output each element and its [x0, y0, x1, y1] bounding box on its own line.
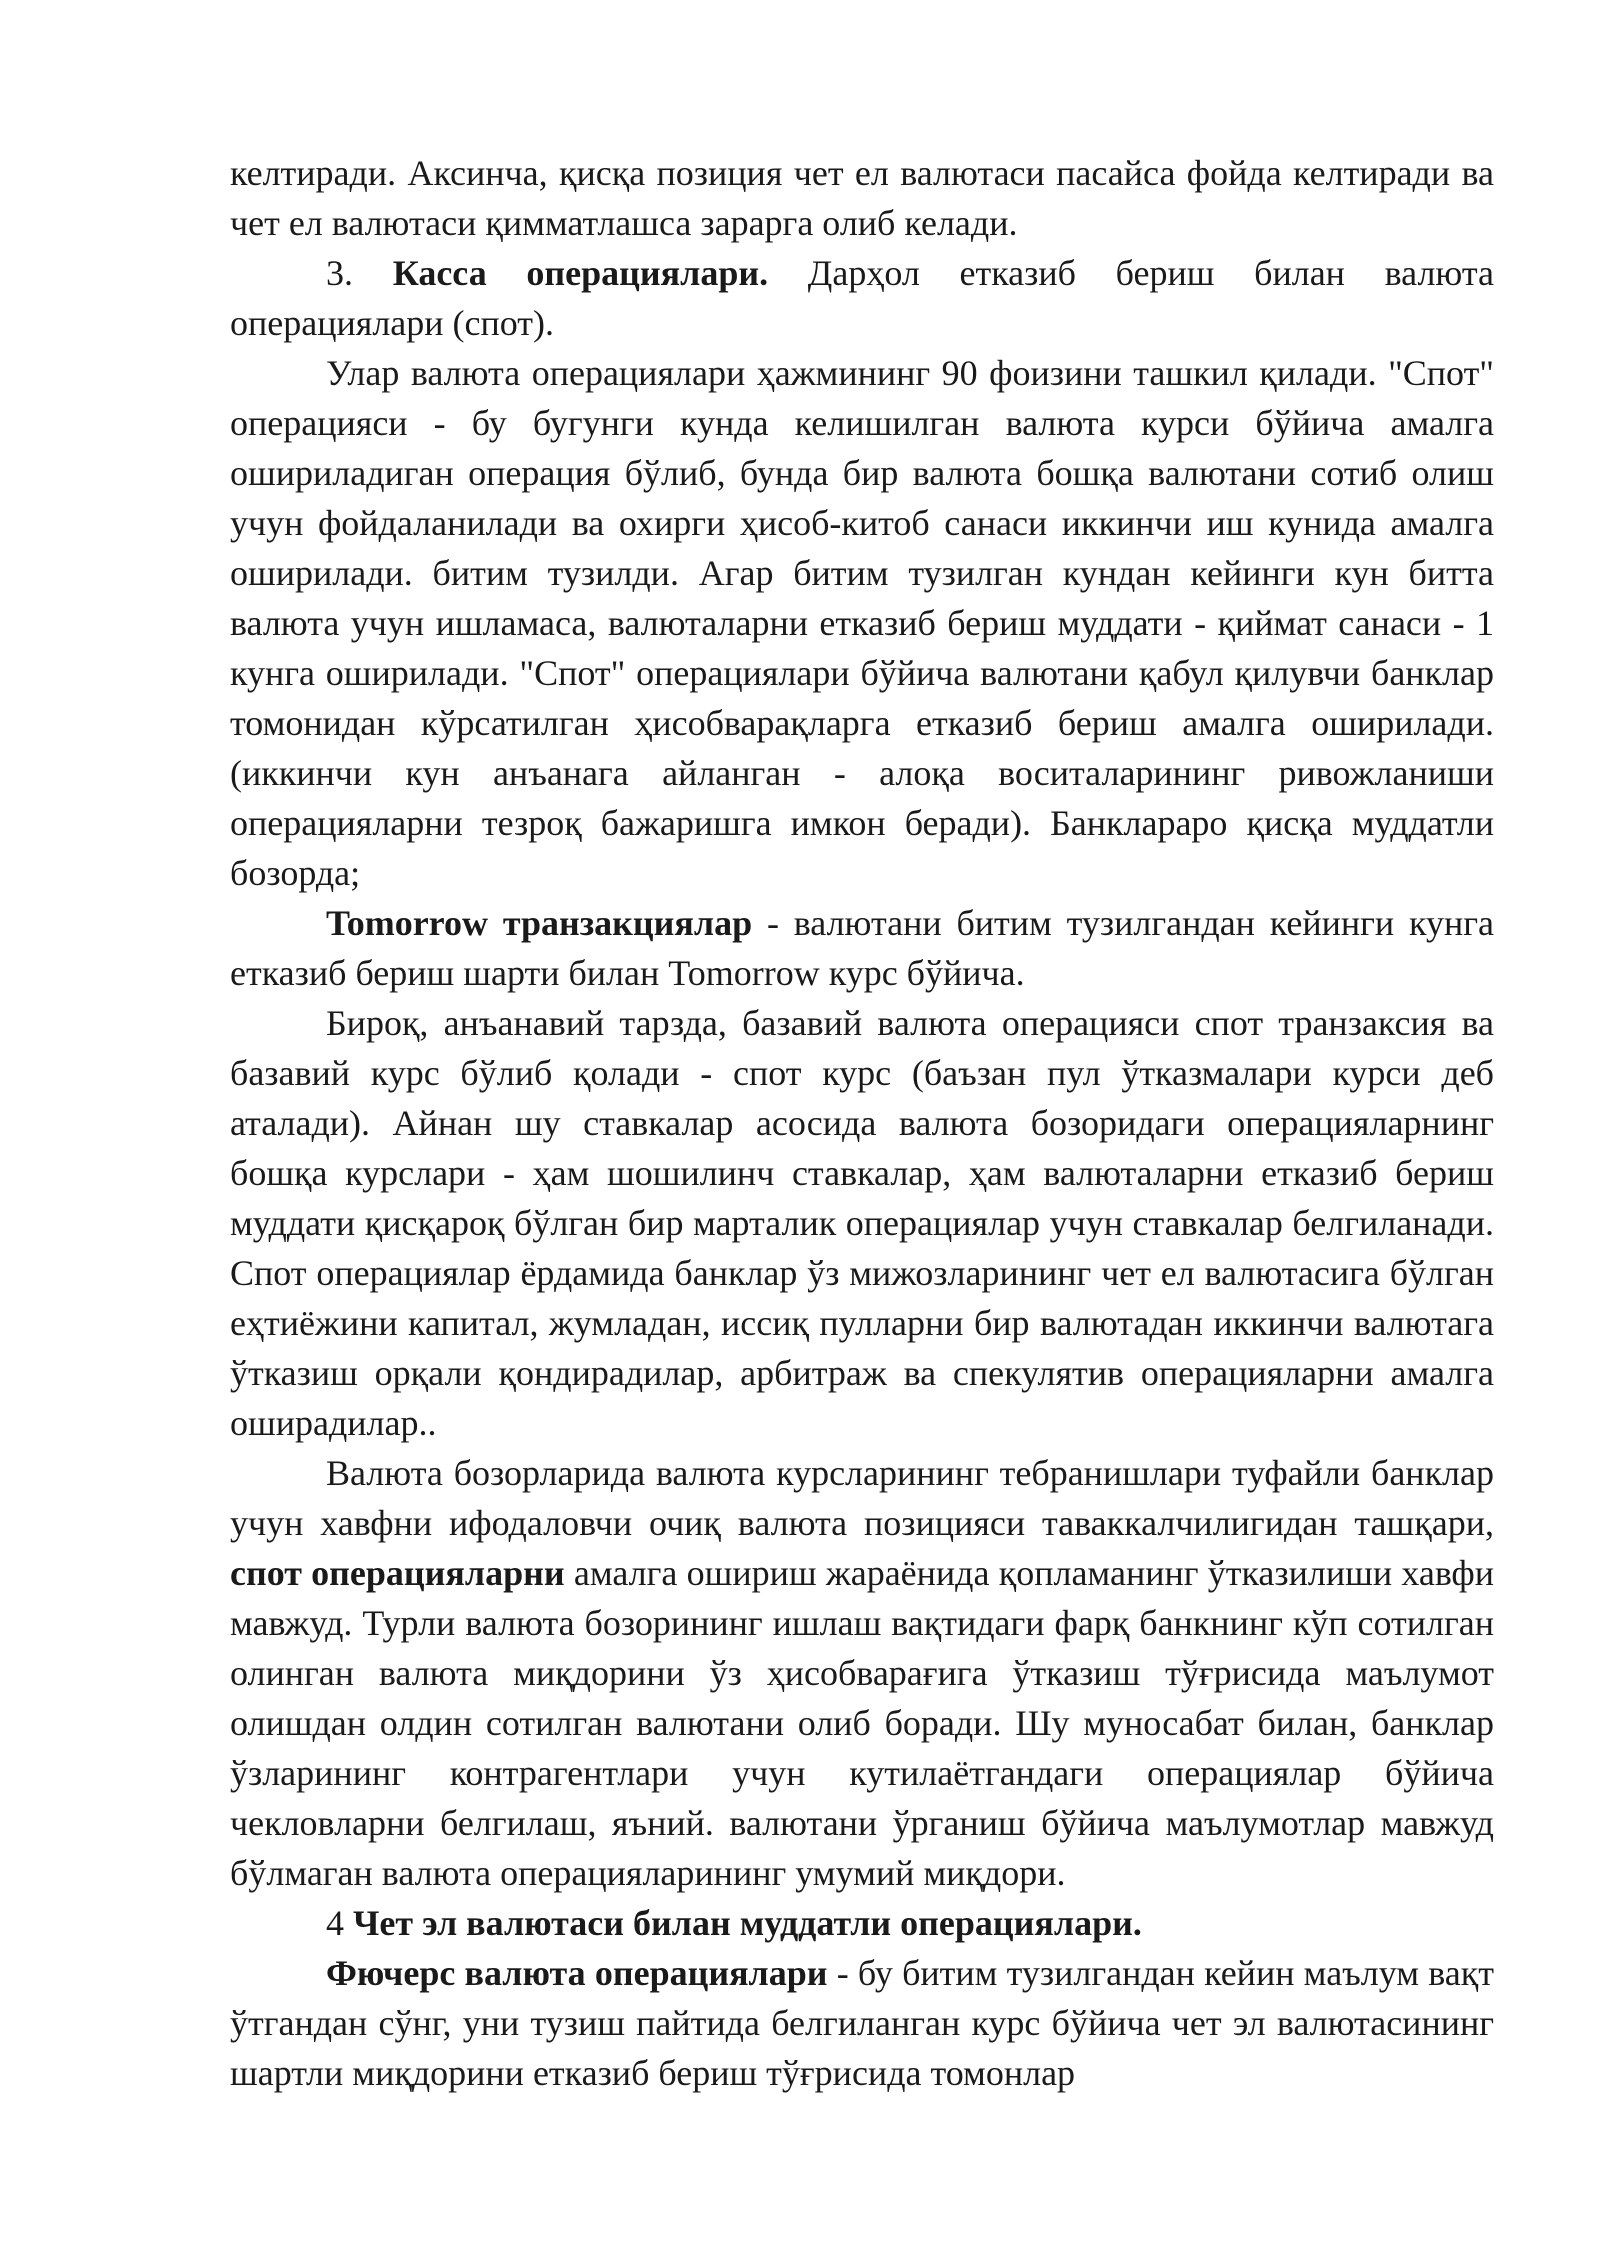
paragraph-forward-heading	[230, 1898, 1494, 1948]
paragraph-futures	[230, 1948, 1494, 2098]
paragraph-base-rate	[230, 998, 1494, 1448]
paragraph-cash-operations	[230, 248, 1494, 348]
paragraph-risk	[230, 1448, 1494, 1898]
term-bold: спот операцияларни	[230, 1553, 565, 1593]
document-page	[230, 148, 1494, 2098]
term-bold: Фючерс валюта операциялари	[326, 1953, 828, 1993]
paragraph-text: Валюта бозорларида валюта курсларининг тебранишлари туфайли банклар учун хавфни ифодаловчи очиқ валюта позицияси таваккалчилигидан ташқари,	[230, 1453, 1494, 1543]
paragraph-text: Улар валюта операциялари ҳажмининг 90 фоизини ташкил қилади. "Спот" операцияси - бу бугунги кунда келишилган валюта курси бўйича амалга ошириладиган операция бўлиб, бунда бир валюта бошқа валютани сотиб олиш учун фойдаланилади ва охирги ҳисоб-китоб санаси иккинчи иш кунида амалга оширилади. битим тузилди. Агар битим тузилган кундан кейинги кун битта валюта учун ишламаса, валюталарни етказиб бериш муддати - қиймат санаси - 1 кунга оширилади. "Спот" операциялари бўйича валютани қабул қилувчи банклар томонидан кўрсатилган ҳисобварақларга етказиб бериш амалга оширилади. (иккинчи кун анъанага айланган - алоқа воситаларининг ривожланиши операцияларни тезроқ бажаришга имкон беради). Банклараро қисқа муддатли бозорда;	[230, 353, 1494, 893]
paragraph-text: - бу битим тузилгандан кейин маълум вақт ўтгандан сўнг, уни тузиш пайтида белгиланган курс бўйича чет эл валютасининг шартли миқдорини етказиб бериш тўғрисида томонлар	[230, 1953, 1494, 2093]
paragraph-text: келтиради. Аксинча, қисқа позиция чет ел валютаси пасайса фойда келтиради ва чет ел валютаси қимматлашса зарарга олиб келади.	[230, 153, 1494, 243]
paragraph-continuation	[230, 148, 1494, 248]
section-heading: Касса операциялари.	[392, 253, 769, 293]
section-heading: Чет эл валютаси билан муддатли операциялари.	[353, 1903, 1142, 1943]
section-number: 3.	[326, 253, 393, 293]
paragraph-text: - валютани битим тузилгандан кейинги кунга етказиб бериш шарти билан Tomorrow курс бўйича.	[230, 903, 1494, 993]
section-number: 4	[326, 1903, 353, 1943]
paragraph-spot	[230, 348, 1494, 898]
paragraph-text: амалга ошириш жараёнида қопламанинг ўтказилиши хавфи мавжуд. Турли валюта бозорининг ишлаш вақтидаги фарқ банкнинг кўп сотилган олинган валюта миқдорини ўз ҳисобварағига ўтказиш тўғрисида маълумот олишдан олдин сотилган валютани олиб боради. Шу муносабат билан, банклар ўзларининг контрагентлари учун кутилаётгандаги операциялар бўйича чекловларни белгилаш, яъний. валютани ўрганиш бўйича маълумотлар мавжуд бўлмаган валюта операцияларининг умумий миқдори.	[230, 1553, 1494, 1893]
term-bold: Tomorrow транзакциялар	[326, 903, 753, 943]
paragraph-text: Бироқ, анъанавий тарзда, базавий валюта операцияси спот транзаксия ва базавий курс бўлиб қолади - спот курс (баъзан пул ўтказмалари курси деб аталади). Айнан шу ставкалар асосида валюта бозоридаги операцияларнинг бошқа курслари - ҳам шошилинч ставкалар, ҳам валюталарни етказиб бериш муддати қисқароқ бўлган бир марталик операциялар учун ставкалар белгиланади. Спот операциялар ёрдамида банклар ўз мижозларининг чет ел валютасига бўлган еҳтиёжини капитал, жумладан, иссиқ пулларни бир валютадан иккинчи валютага ўтказиш орқали қондирадилар, арбитраж ва спекулятив операцияларни амалга оширадилар..	[230, 1003, 1494, 1443]
paragraph-tomorrow	[230, 898, 1494, 998]
paragraph-text: Дарҳол етказиб бериш билан валюта операциялари (спот).	[230, 253, 1494, 343]
